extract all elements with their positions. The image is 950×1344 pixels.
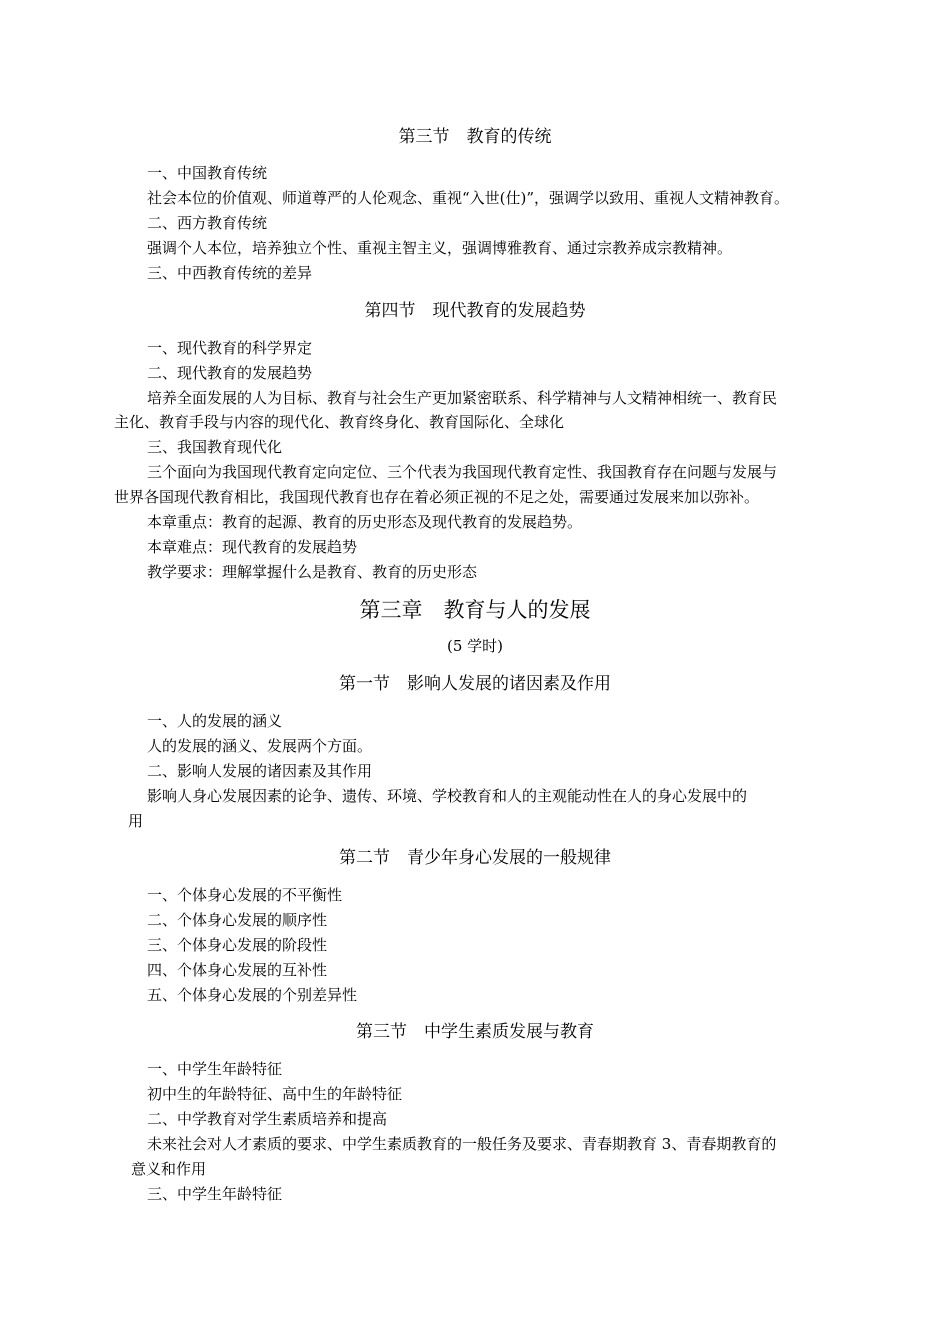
section-title: 第三节 中学生素质发展与教育 (356, 1022, 594, 1042)
section-title: 第四节 现代教育的发展趋势 (364, 301, 586, 321)
paragraph-line: 影响人身心发展因素的论争、遗传、环境、学校教育和人的主观能动性在人的身心发展中的 (147, 787, 748, 805)
chapter-hours: (5 学时) (446, 637, 504, 655)
list-item: 二、个体身心发展的顺序性 (147, 911, 328, 929)
subsection-heading: 一、现代教育的科学界定 (147, 339, 313, 357)
subsection-heading: 二、西方教育传统 (147, 214, 268, 232)
paragraph-line: 三个面向为我国现代教育定向定位、三个代表为我国现代教育定性、我国教育存在问题与发展与 (147, 463, 778, 481)
paragraph: 人的发展的涵义、发展两个方面。 (147, 737, 373, 755)
paragraph: 强调个人本位，培养独立个性、重视主智主义，强调博雅教育、通过宗教养成宗教精神。 (147, 239, 733, 257)
chapter-difficulty: 本章难点：现代教育的发展趋势 (147, 538, 358, 556)
paragraph-line: 用 (128, 812, 144, 830)
subsection-heading: 一、中学生年龄特征 (147, 1060, 283, 1078)
subsection-heading: 一、中国教育传统 (147, 164, 268, 182)
subsection-heading: 二、影响人发展的诸因素及其作用 (147, 762, 373, 780)
subsection-heading: 二、现代教育的发展趋势 (147, 364, 313, 382)
paragraph: 社会本位的价值观、师道尊严的人伦观念、重视“入世(仕)”，强调学以致用、重视人文精神教育。 (147, 189, 790, 207)
paragraph: 初中生的年龄特征、高中生的年龄特征 (147, 1085, 403, 1103)
chapter-key-points: 本章重点：教育的起源、教育的历史形态及现代教育的发展趋势。 (147, 513, 583, 531)
paragraph-line: 世界各国现代教育相比，我国现代教育也存在着必须正视的不足之处，需要通过发展来加以弥补。 (114, 488, 760, 506)
section-title: 第三节 教育的传统 (398, 127, 552, 147)
section-title: 第一节 影响人发展的诸因素及作用 (339, 674, 611, 694)
list-item: 五、个体身心发展的个别差异性 (147, 986, 358, 1004)
chapter-title: 第三章 教育与人的发展 (359, 598, 591, 622)
subsection-heading: 三、中学生年龄特征 (147, 1185, 283, 1203)
subsection-heading: 三、中西教育传统的差异 (147, 264, 313, 282)
subsection-heading: 三、我国教育现代化 (147, 438, 283, 456)
subsection-heading: 二、中学教育对学生素质培养和提高 (147, 1110, 388, 1128)
list-item: 一、个体身心发展的不平衡性 (147, 886, 343, 904)
list-item: 三、个体身心发展的阶段性 (147, 936, 328, 954)
paragraph-line: 意义和作用 (131, 1160, 207, 1178)
paragraph-line: 培养全面发展的人为目标、教育与社会生产更加紧密联系、科学精神与人文精神相统一、教育民 (147, 389, 778, 407)
paragraph-line: 主化、教育手段与内容的现代化、教育终身化、教育国际化、全球化 (114, 413, 565, 431)
paragraph-line: 未来社会对人才素质的要求、中学生素质教育的一般任务及要求、青春期教育 3、青春期教育的 (147, 1135, 777, 1153)
subsection-heading: 一、人的发展的涵义 (147, 712, 283, 730)
list-item: 四、个体身心发展的互补性 (147, 961, 328, 979)
teaching-requirement: 教学要求：理解掌握什么是教育、教育的历史形态 (147, 563, 478, 581)
section-title: 第二节 青少年身心发展的一般规律 (339, 848, 611, 868)
